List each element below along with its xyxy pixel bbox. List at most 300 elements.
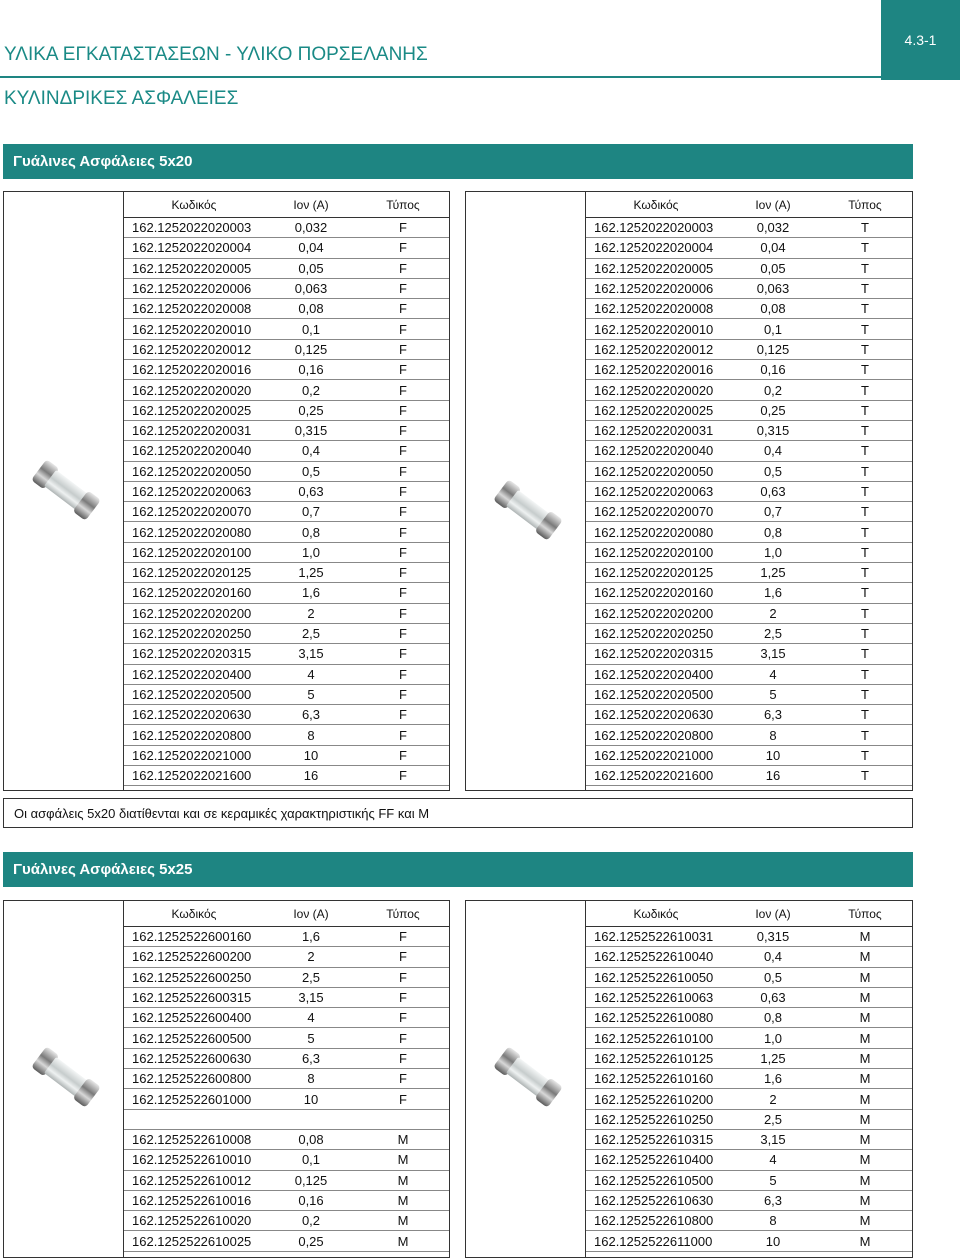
type-cell: T [861, 402, 869, 418]
current-cell: 1,6 [301, 929, 321, 945]
type-cell: F [399, 362, 407, 378]
table-row [124, 583, 449, 603]
column-header-type: Τύπος [386, 906, 420, 921]
product-table [124, 901, 449, 1252]
current-cell: 3,15 [760, 1132, 786, 1148]
table-row [124, 401, 449, 421]
current-cell: 1,6 [763, 1071, 783, 1087]
current-cell: 4 [307, 666, 315, 682]
table-row [124, 1028, 449, 1048]
table-row [586, 360, 912, 380]
type-cell: M [859, 949, 871, 965]
code-cell: 162.1252022020630 [132, 707, 252, 723]
code-cell: 162.1252022020630 [594, 707, 714, 723]
fuse-image-cell [466, 192, 586, 790]
type-cell: F [399, 707, 407, 723]
table-row [124, 947, 449, 967]
type-cell: F [399, 949, 407, 965]
current-cell: 10 [303, 1091, 319, 1107]
code-cell: 162.1252522610250 [594, 1111, 714, 1127]
current-cell: 0,25 [760, 402, 786, 418]
type-cell: M [859, 1030, 871, 1046]
current-cell: 6,3 [763, 1193, 783, 1208]
table-row [586, 1211, 912, 1231]
table-row [586, 947, 912, 967]
code-cell: 162.1252522610160 [594, 1071, 714, 1087]
table-row [124, 279, 449, 299]
code-cell: 162.1252522610400 [594, 1152, 714, 1168]
table-row [124, 968, 449, 988]
table-row [586, 766, 912, 786]
table-row [124, 259, 449, 279]
table-row [586, 421, 912, 441]
type-cell: F [399, 585, 407, 601]
table-row [586, 604, 912, 624]
glass-fuse-image [493, 1046, 563, 1108]
code-cell: 162.1252022020800 [594, 727, 714, 743]
type-cell: T [861, 666, 869, 682]
current-cell: 0,05 [760, 260, 786, 276]
type-cell: F [399, 1091, 407, 1107]
column-header-code: Κωδικός [633, 197, 679, 212]
code-cell: 162.1252022020315 [132, 646, 252, 662]
current-cell: 6,3 [301, 1050, 321, 1066]
type-cell: M [859, 1111, 871, 1127]
type-cell: F [399, 240, 407, 256]
code-cell: 162.1252022020010 [132, 321, 252, 337]
current-cell: 0,8 [763, 524, 783, 540]
type-cell: M [859, 929, 871, 945]
type-cell: T [861, 686, 869, 702]
current-cell: 0,7 [301, 504, 321, 520]
current-cell: 10 [303, 747, 319, 763]
type-cell: T [861, 301, 869, 317]
current-cell: 0,5 [763, 463, 783, 479]
current-cell: 0,7 [763, 504, 783, 520]
type-cell: M [397, 1193, 409, 1208]
table-row [586, 279, 912, 299]
table-row [586, 583, 912, 603]
code-cell: 162.1252522610012 [132, 1172, 252, 1188]
table-panel-5x25-right [465, 900, 913, 1258]
code-cell: 162.1252522610630 [594, 1193, 714, 1208]
code-cell: 162.1252022020016 [594, 362, 714, 378]
code-cell: 162.1252022020020 [594, 382, 714, 398]
table-row [124, 441, 449, 461]
type-cell: T [861, 544, 869, 560]
type-cell: F [399, 260, 407, 276]
code-cell: 162.1252022020003 [594, 220, 714, 236]
code-cell: 162.1252522600315 [132, 990, 252, 1006]
type-cell: T [861, 260, 869, 276]
code-cell: 162.1252022020040 [594, 443, 714, 459]
code-cell: 162.1252522600200 [132, 949, 252, 965]
type-cell: M [859, 1193, 871, 1208]
table-row [586, 1150, 912, 1170]
current-cell: 1,0 [763, 544, 783, 560]
current-cell: 0,2 [763, 382, 783, 398]
current-cell: 0,63 [298, 484, 324, 499]
code-cell: 162.1252022020031 [594, 423, 714, 439]
code-cell: 162.1252022020800 [132, 727, 252, 743]
product-table [586, 901, 912, 1252]
type-cell: T [861, 747, 869, 763]
table-row [124, 218, 449, 238]
type-cell: F [399, 544, 407, 560]
table-row [586, 968, 912, 988]
table-row [124, 1191, 449, 1211]
current-cell: 1,6 [763, 585, 783, 601]
current-cell: 6,3 [301, 707, 321, 723]
type-cell: T [861, 585, 869, 601]
current-cell: 0,25 [298, 1233, 324, 1249]
current-cell: 0,032 [756, 220, 790, 236]
type-cell: F [399, 990, 407, 1006]
table-row [124, 725, 449, 745]
code-cell: 162.1252022020025 [132, 402, 252, 418]
current-cell: 0,063 [756, 281, 790, 297]
current-cell: 1,6 [301, 585, 321, 601]
type-cell: F [399, 646, 407, 662]
table-row [124, 1130, 449, 1150]
table-row [586, 1028, 912, 1048]
current-cell: 0,315 [294, 423, 328, 439]
table-row [124, 988, 449, 1008]
type-cell: F [399, 504, 407, 520]
current-cell: 0,63 [760, 990, 786, 1006]
code-cell: 162.1252522600500 [132, 1030, 252, 1046]
column-header-ion: Ιον (A) [293, 906, 329, 921]
type-cell: M [859, 1233, 871, 1249]
type-cell: M [397, 1132, 409, 1148]
current-cell: 0,25 [298, 402, 324, 418]
current-cell: 0,125 [756, 341, 790, 357]
code-cell: 162.1252022020080 [594, 524, 714, 540]
column-header-type: Τύπος [848, 906, 882, 921]
type-cell: T [861, 281, 869, 297]
column-header-ion: Ιον (A) [755, 197, 791, 212]
type-cell: F [399, 382, 407, 398]
table-row [124, 927, 449, 947]
current-cell: 0,2 [301, 1213, 321, 1229]
table-header [124, 901, 449, 927]
table-row [124, 1150, 449, 1170]
table-row [586, 259, 912, 279]
table-row [586, 665, 912, 685]
code-cell: 162.1252022020500 [594, 686, 714, 702]
type-cell: F [399, 666, 407, 682]
table-row [586, 685, 912, 705]
code-cell: 162.1252522610016 [132, 1193, 252, 1208]
code-cell: 162.1252022020250 [132, 626, 252, 642]
code-cell: 162.1252022020016 [132, 362, 252, 378]
table-panel-5x20-T [465, 191, 913, 791]
code-cell: 162.1252022020160 [594, 585, 714, 601]
table-header [586, 192, 912, 218]
current-cell: 1,25 [760, 565, 786, 581]
current-cell: 1,0 [301, 544, 321, 560]
code-cell: 162.1252022020400 [594, 666, 714, 682]
table-row [586, 502, 912, 522]
table-row [124, 299, 449, 319]
table-row [586, 299, 912, 319]
table-row [124, 1089, 449, 1109]
table-row [586, 522, 912, 542]
type-cell: F [399, 686, 407, 702]
code-cell: 162.1252522600250 [132, 969, 252, 985]
current-cell: 0,4 [763, 443, 783, 459]
table-row [124, 360, 449, 380]
current-cell: 0,125 [294, 341, 328, 357]
code-cell: 162.1252022020006 [132, 281, 252, 297]
table-row [124, 1211, 449, 1231]
current-cell: 0,04 [760, 240, 786, 256]
fuse-image-cell [4, 901, 124, 1257]
table-row [586, 1191, 912, 1211]
code-cell: 162.1252022020010 [594, 321, 714, 337]
current-cell: 4 [769, 1152, 777, 1168]
code-cell: 162.1252022020200 [594, 605, 714, 621]
code-cell: 162.1252022020012 [132, 341, 252, 357]
code-cell: 162.1252522610200 [594, 1091, 714, 1107]
current-cell: 3,15 [298, 646, 324, 662]
column-header-code: Κωδικός [171, 906, 217, 921]
code-cell: 162.1252022021600 [594, 768, 714, 784]
table-row [586, 380, 912, 400]
type-cell: F [399, 929, 407, 945]
code-cell: 162.1252022020008 [132, 301, 252, 317]
table-row [124, 1110, 449, 1130]
code-cell: 162.1252522610020 [132, 1213, 252, 1229]
current-cell: 4 [769, 666, 777, 682]
table-row [124, 624, 449, 644]
table-row [586, 340, 912, 360]
code-cell: 162.1252022020005 [594, 260, 714, 276]
current-cell: 0,4 [763, 949, 783, 965]
type-cell: F [399, 524, 407, 540]
table-row [124, 543, 449, 563]
code-cell: 162.1252022020012 [594, 341, 714, 357]
code-cell: 162.1252522610010 [132, 1152, 252, 1168]
type-cell: M [859, 1050, 871, 1066]
type-cell: T [861, 727, 869, 743]
type-cell: T [861, 362, 869, 378]
type-cell: T [861, 504, 869, 520]
type-cell: F [399, 605, 407, 621]
code-cell: 162.1252022020070 [132, 504, 252, 520]
code-cell: 162.1252022020080 [132, 524, 252, 540]
code-cell: 162.1252522600800 [132, 1071, 252, 1087]
current-cell: 0,08 [760, 301, 786, 317]
glass-fuse-image [493, 479, 563, 541]
table-row [124, 482, 449, 502]
type-cell: F [399, 423, 407, 439]
current-cell: 2,5 [301, 626, 321, 642]
type-cell: T [861, 240, 869, 256]
type-cell: T [861, 565, 869, 581]
type-cell: T [861, 626, 869, 642]
type-cell: T [861, 524, 869, 540]
code-cell: 162.1252022020005 [132, 260, 252, 276]
table-row [124, 685, 449, 705]
current-cell: 2,5 [301, 969, 321, 985]
table-row [124, 238, 449, 258]
fuse-image-cell [4, 192, 124, 790]
product-table [124, 192, 449, 786]
type-cell: M [859, 1152, 871, 1168]
type-cell: F [399, 341, 407, 357]
code-cell: 162.1252522600160 [132, 929, 252, 945]
code-cell: 162.1252522610800 [594, 1213, 714, 1229]
type-cell: F [399, 727, 407, 743]
column-header-ion: Ιον (A) [293, 197, 329, 212]
current-cell: 16 [765, 768, 781, 784]
type-cell: M [859, 1132, 871, 1148]
current-cell: 10 [765, 747, 781, 763]
type-cell: F [399, 281, 407, 297]
current-cell: 1,25 [760, 1050, 786, 1066]
code-cell: 162.1252022020063 [594, 484, 714, 499]
code-cell: 162.1252022020050 [594, 463, 714, 479]
type-cell: T [861, 707, 869, 723]
type-cell: M [859, 1213, 871, 1229]
type-cell: M [859, 969, 871, 985]
type-cell: T [861, 423, 869, 439]
table-row [124, 746, 449, 766]
glass-fuse-image [31, 459, 101, 521]
current-cell: 0,16 [298, 1193, 324, 1208]
table-panel-5x20-F [3, 191, 450, 791]
current-cell: 0,2 [301, 382, 321, 398]
table-row [586, 705, 912, 725]
code-cell: 162.1252522610315 [594, 1132, 714, 1148]
table-row [586, 563, 912, 583]
current-cell: 0,063 [294, 281, 328, 297]
fuse-image-cell [466, 901, 586, 1257]
current-cell: 2,5 [763, 1111, 783, 1127]
table-row [124, 502, 449, 522]
current-cell: 0,16 [760, 362, 786, 378]
table-row [124, 705, 449, 725]
table-row [124, 665, 449, 685]
table-row [586, 746, 912, 766]
code-cell: 162.1252522601000 [132, 1091, 252, 1107]
current-cell: 1,0 [763, 1030, 783, 1046]
type-cell: F [399, 1071, 407, 1087]
code-cell: 162.1252522611000 [594, 1233, 713, 1249]
current-cell: 0,04 [298, 240, 324, 256]
table-row [124, 1008, 449, 1028]
table-row [586, 1231, 912, 1251]
table-header [586, 901, 912, 927]
page-title: ΥΛΙΚΑ ΕΓΚΑΤΑΣΤΑΣΕΩΝ - ΥΛΙΚΟ ΠΟΡΣΕΛΑΝΗΣ [4, 44, 428, 65]
type-cell: M [397, 1233, 409, 1249]
code-cell: 162.1252022021600 [132, 768, 252, 784]
code-cell: 162.1252022020125 [132, 565, 252, 581]
table-row [124, 604, 449, 624]
code-cell: 162.1252522610050 [594, 969, 714, 985]
type-cell: M [397, 1213, 409, 1229]
page-number: 4.3-1 [881, 0, 960, 80]
table-row [586, 1171, 912, 1191]
current-cell: 5 [307, 1030, 315, 1046]
current-cell: 0,4 [301, 443, 321, 459]
type-cell: T [861, 220, 869, 236]
current-cell: 8 [307, 1071, 315, 1087]
code-cell: 162.1252022020004 [594, 240, 714, 256]
table-row [124, 380, 449, 400]
current-cell: 5 [307, 686, 315, 702]
code-cell: 162.1252022020040 [132, 443, 252, 459]
table-row [124, 563, 449, 583]
code-cell: 162.1252022020063 [132, 484, 252, 499]
type-cell: F [399, 969, 407, 985]
code-cell: 162.1252022020100 [132, 544, 252, 560]
current-cell: 16 [303, 768, 319, 784]
table-row [586, 319, 912, 339]
current-cell: 2 [307, 605, 315, 621]
column-header-type: Τύπος [848, 197, 882, 212]
column-header-ion: Ιον (A) [755, 906, 791, 921]
code-cell: 162.1252022021000 [594, 747, 714, 763]
current-cell: 0,63 [760, 484, 786, 499]
type-cell: F [399, 321, 407, 337]
current-cell: 0,315 [756, 929, 790, 945]
current-cell: 2 [307, 949, 315, 965]
type-cell: T [861, 463, 869, 479]
code-cell: 162.1252022020500 [132, 686, 252, 702]
type-cell: T [861, 605, 869, 621]
current-cell: 0,16 [298, 362, 324, 378]
code-cell: 162.1252022020400 [132, 666, 252, 682]
table-panel-5x25-left [3, 900, 450, 1258]
code-cell: 162.1252022020050 [132, 463, 252, 479]
table-row [586, 1008, 912, 1028]
table-row [586, 988, 912, 1008]
code-cell: 162.1252522600400 [132, 1010, 252, 1026]
current-cell: 8 [769, 727, 777, 743]
table-row [586, 441, 912, 461]
type-cell: T [861, 341, 869, 357]
type-cell: F [399, 747, 407, 763]
type-cell: M [397, 1152, 409, 1168]
table-header [124, 192, 449, 218]
type-cell: M [397, 1172, 409, 1188]
table-row [586, 401, 912, 421]
table-row [586, 644, 912, 664]
current-cell: 5 [769, 1172, 777, 1188]
current-cell: 2,5 [763, 626, 783, 642]
table-row [124, 1069, 449, 1089]
type-cell: F [399, 484, 407, 499]
code-cell: 162.1252022020003 [132, 220, 252, 236]
table-row [124, 340, 449, 360]
type-cell: F [399, 1050, 407, 1066]
type-cell: M [859, 990, 871, 1006]
page-subtitle: ΚΥΛΙΝΔΡΙΚΕΣ ΑΣΦΑΛΕΙΕΣ [4, 88, 239, 109]
current-cell: 2 [769, 1091, 777, 1107]
table-row [586, 725, 912, 745]
table-row [124, 522, 449, 542]
current-cell: 0,8 [301, 524, 321, 540]
type-cell: T [861, 382, 869, 398]
current-cell: 5 [769, 686, 777, 702]
table-row [586, 1110, 912, 1130]
current-cell: 0,1 [301, 321, 321, 337]
table-row [124, 421, 449, 441]
column-header-type: Τύπος [386, 197, 420, 212]
type-cell: F [399, 565, 407, 581]
